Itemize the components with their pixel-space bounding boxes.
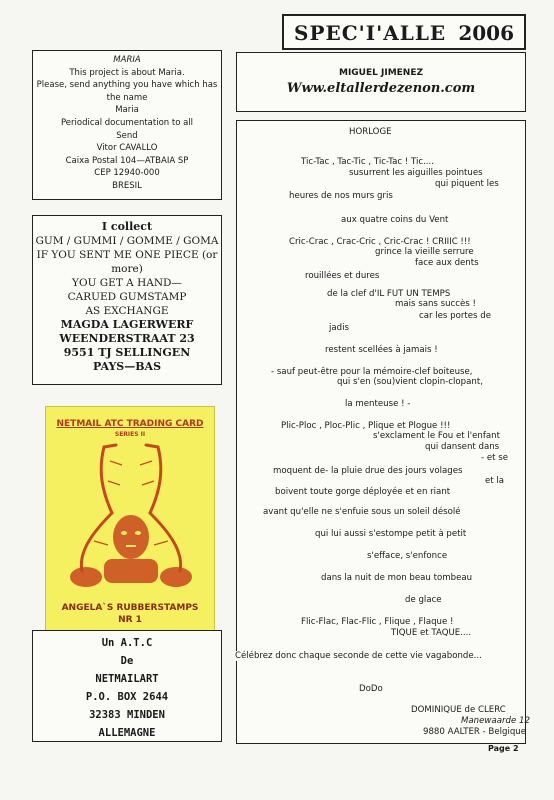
collect-line: CARUED GUMSTAMP xyxy=(67,291,187,303)
poem-line: de la clef d'IL FUT UN TEMPS xyxy=(327,289,451,299)
maria-line: Maria xyxy=(115,105,139,116)
atc-line: NETMAILART xyxy=(95,673,159,685)
poem-signature: DoDo xyxy=(359,684,383,694)
site-url[interactable]: Www.eltallerdezenon.com xyxy=(286,81,476,96)
poem-line: susurrent les aiguilles pointues xyxy=(349,168,483,178)
maria-line: CEP 12940-000 xyxy=(94,168,160,179)
site-author: MIGUEL JIMENEZ xyxy=(338,68,424,78)
poem-line: car les portes de xyxy=(419,311,491,321)
poem-title: HORLOGE xyxy=(349,127,392,137)
poem-line: Célébrez donc chaque seconde de cette vie vagabonde... xyxy=(235,651,482,661)
author-city: 9880 AALTER - Belgique xyxy=(423,727,527,737)
acrobat-stamp-illustration xyxy=(64,441,198,601)
card-series: SERIES II xyxy=(114,431,146,438)
collect-line: PAYS—BAS xyxy=(92,360,162,373)
poem-line: qui s'en (sou)vient clopin-clopant, xyxy=(337,377,483,387)
poem-line: aux quatre coins du Vent xyxy=(341,215,449,225)
header-box xyxy=(282,14,526,50)
poem-line: Plic-Ploc , Ploc-Plic , Plique et Plogue !!! xyxy=(281,421,451,431)
poem-line: s'exclament le Fou et l'enfant xyxy=(373,431,500,441)
poem-line: de glace xyxy=(405,595,442,605)
poem-line: avant qu'elle ne s'enfuie sous un soleil désolé xyxy=(263,507,461,517)
card-title: NETMAIL ATC TRADING CARD xyxy=(56,419,204,429)
header-year: 2006 xyxy=(458,21,514,45)
maria-notice xyxy=(32,50,222,200)
poem-line: - sauf peut-être pour la mémoire-clef boiteuse, xyxy=(271,367,473,377)
atc-line: P.O. BOX 2644 xyxy=(85,691,169,703)
poem-line: boivent toute gorge déployée et en riant xyxy=(275,487,451,497)
maria-line: Send xyxy=(116,130,138,141)
poem-line: dans la nuit de mon beau tombeau xyxy=(321,573,473,583)
poem-line: qui dansent dans xyxy=(425,442,500,452)
gum-collect-notice xyxy=(32,215,222,385)
poem-line: restent scellées à jamais ! xyxy=(325,345,438,355)
maria-line: Please, send anything you have which has the name xyxy=(36,80,218,103)
card-number: NR 1 xyxy=(118,615,142,625)
author-name: DOMINIQUE de CLERC xyxy=(411,705,506,715)
poem-line: grince la vieille serrure xyxy=(375,247,474,257)
poem-line: moquent de- la pluie drue des jours volages xyxy=(273,466,463,476)
collect-line: IF YOU SENT ME ONE PIECE (or xyxy=(36,249,218,261)
atc-line: Un A.T.C xyxy=(101,637,153,649)
maria-line: This project is about Maria. xyxy=(69,67,185,78)
maria-line: BRESIL xyxy=(112,180,142,191)
poem-line: rouillées et dures xyxy=(305,271,380,281)
card-artist-name: ANGELA`S RUBBERSTAMPS xyxy=(61,603,199,613)
header-title: SPEC'I'ALLE xyxy=(294,21,447,45)
poem-line: TIQUE et TAQUE.... xyxy=(391,628,472,638)
poem-line: qui lui aussi s'estompe petit à petit xyxy=(315,529,467,539)
maria-line: Vitor CAVALLO xyxy=(96,143,158,154)
poem-line: et la xyxy=(485,476,505,486)
poem-line: qui piquent les xyxy=(435,179,499,189)
poem-line: Flic-Flac, Flac-Flic , Flique , Flaque ! xyxy=(301,617,454,627)
collect-line: AS EXCHANGE xyxy=(85,305,169,317)
poem-line: Tic-Tac , Tac-Tic , Tic-Tac ! Tic.... xyxy=(301,157,435,167)
maria-title: MARIA xyxy=(113,55,141,65)
maria-line: Periodical documentation to all xyxy=(60,117,194,128)
collect-line: YOU GET A HAND— xyxy=(72,277,182,289)
atc-line: ALLEMAGNE xyxy=(98,727,156,739)
atc-line: De xyxy=(120,655,134,667)
collect-line: more) xyxy=(111,263,143,275)
collect-line: 9551 TJ SELLINGEN xyxy=(63,346,191,359)
collect-line: WEENDERSTRAAT 23 xyxy=(59,332,195,345)
atc-line: 32383 MINDEN xyxy=(89,709,165,721)
poem-line: s'efface, s'enfonce xyxy=(367,551,448,561)
atc-trading-card xyxy=(45,406,215,636)
website-box xyxy=(236,52,526,112)
poem-line: heures de nos murs gris xyxy=(289,191,393,201)
maria-line: Caixa Postal 104—ATBAIA SP xyxy=(65,155,189,166)
poem-line: face aux dents xyxy=(415,258,479,268)
poem-line: - et se xyxy=(481,453,508,463)
author-street: Manewaarde 12 xyxy=(461,716,530,726)
poem-line: Cric-Crac , Crac-Cric , Cric-Crac ! CRIIIC !!! xyxy=(289,237,471,247)
atc-address-box xyxy=(32,630,222,742)
poem-line: mais sans succès ! xyxy=(395,299,476,309)
collect-line: MAGDA LAGERWERF xyxy=(60,318,194,331)
poem-line: jadis xyxy=(329,323,349,333)
page-number: Page 2 xyxy=(488,744,519,753)
collect-line: GUM / GUMMI / GOMME / GOMA xyxy=(35,235,219,247)
collect-line: I collect xyxy=(101,220,153,233)
poem-line: la menteuse ! - xyxy=(345,399,411,409)
poem-box xyxy=(235,120,530,744)
